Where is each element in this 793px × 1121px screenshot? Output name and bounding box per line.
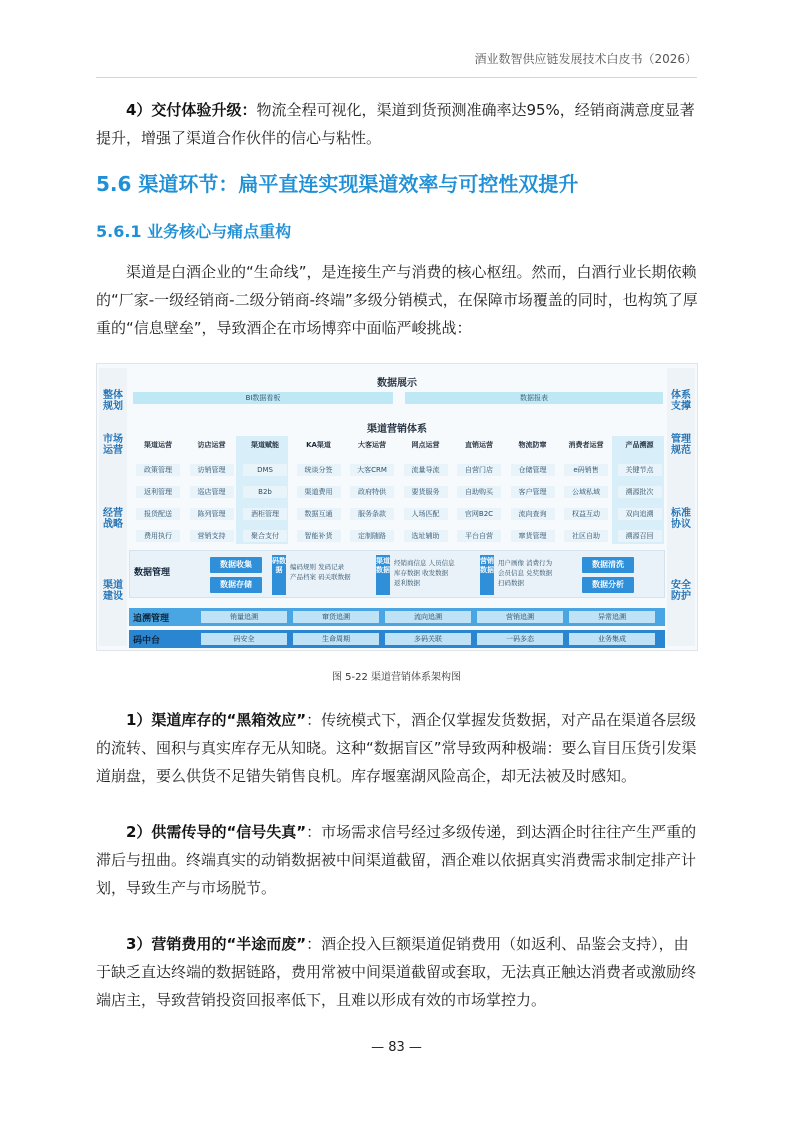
paragraph-delivery: 4）交付体验升级：物流全程可视化，渠道到货预测准确率达95%，经销商满意度显著提升，增强了渠道合作伙伴的信心与粘性。 [96,101,695,147]
left-label: 渠道建设 [103,580,123,602]
marketing-data-tag: 营销数据 [480,555,494,595]
column-cell: 营销支持 [190,530,234,542]
column-cell: 双向追溯 [618,508,662,520]
left-label: 市场运营 [103,434,123,456]
column-cell: 数据互通 [297,508,341,520]
trace-item: 销量追溯 [201,611,287,623]
column-cell: 公域私域 [564,486,608,498]
column-cell: 平台自营 [457,530,501,542]
data-management-label: 数据管理 [134,568,171,578]
column-head: 渠道赋能 [251,441,279,449]
channel-marketing-architecture-figure [96,363,698,651]
column-cell: 政府特供 [350,486,394,498]
column-head: 访店运营 [197,441,226,449]
channel-data-item: 经销商信息 人员信息 [394,559,455,567]
column-cell: 政策管理 [136,464,180,476]
column-cell: 酒柜管理 [243,508,287,520]
right-label: 体系支撑 [671,390,691,412]
code-platform-row [129,630,665,648]
column-cell: B2b [243,486,287,498]
right-label: 管理规范 [671,434,691,456]
column-cell: 陈列管理 [190,508,234,520]
column-head: 消费者运营 [568,441,604,449]
column-head: 直销运营 [465,441,493,449]
column-cell: 返利管理 [136,486,180,498]
data-report: 数据报表 [405,392,663,404]
code-data-item: 编码规则 发码记录 [290,563,345,571]
marketing-data-item: 用户画像 消费行为 [498,559,553,567]
data-collect-button: 数据收集 [210,557,262,573]
column-cell: 社区自助 [564,530,608,542]
column-cell: 自营门店 [457,464,501,476]
point-paragraph [96,930,698,1014]
column-cell: 报货配送 [136,508,180,520]
column-cell: 溯源召回 [618,530,662,542]
paragraph-label: 4）交付体验升级 [126,101,242,119]
column-cell: 费用执行 [136,530,180,542]
code-platform-item: 生命周期 [293,633,379,645]
column-head: 大客运营 [358,441,386,449]
column-cell: DMS [243,464,287,476]
figure-right-sidebar [667,368,695,646]
marketing-system-title: 渠道营销体系 [367,424,427,435]
column-cell: 自助购买 [457,486,501,498]
code-platform-item: 业务集成 [569,633,655,645]
column-head: 渠道运营 [144,441,172,449]
data-store-button: 数据存储 [210,577,262,593]
point-paragraph [96,706,698,790]
column-head: KA渠道 [306,441,331,449]
trace-management-row [129,608,665,626]
point-text: ：传统模式下，酒企仅掌握发货数据，对产品在渠道各层级的流转、囤积与真实库存无从知晓。这种“数据盲区”常导致两种极端：要么盲目压货引发渠道崩盘，要么供货不足错失销售良机。库存堰塞湖风险高企，却无法被及时感知。 [96,711,697,785]
trace-item: 异常追溯 [569,611,655,623]
column-cell: 关键节点 [618,464,662,476]
code-platform-item: 多码关联 [385,633,471,645]
point-text: ：市场需求信号经过多级传递，到达酒企时往往产生严重的滞后与扭曲。终端真实的动销数据被中间渠道截留，酒企难以依据真实消费需求制定排产计划，导致生产与市场脱节。 [96,823,697,897]
point-label: 2）供需传导的“信号失真” [126,823,307,841]
channel-data-item: 库存数据 收发数据 [394,569,449,577]
point-label: 3）营销费用的“半途而废” [126,935,307,953]
column-cell: 溯源批次 [618,486,662,498]
paragraph-text: 物流全程可视化，渠道到货预测准确率达95%，经销商满意度显著提升，增强了渠道合作伙伴的信心与粘性。 [96,101,695,147]
channel-data-tag: 渠道数据 [376,555,390,595]
column-head: 产品溯源 [625,441,654,449]
column-cell: 智能补货 [297,530,341,542]
column-cell: e码销售 [564,464,608,476]
marketing-data-item: 会员信息 兑奖数据 [498,569,553,577]
right-label: 标准协议 [671,508,691,530]
column-cell: 要货服务 [404,486,448,498]
column-cell: 窜货管理 [511,530,555,542]
column-cell: 大客CRM [350,464,394,476]
data-display-title: 数据展示 [377,378,417,389]
trace-item: 流向追溯 [385,611,471,623]
code-platform-label: 码中台 [133,636,161,646]
column-cell: 统谈分签 [297,464,341,476]
code-data-tag: 码数据 [272,555,286,595]
page-number: — 83 — [371,1040,422,1055]
column-head: 物流防窜 [518,441,547,449]
trace-item: 营销追溯 [477,611,563,623]
code-data-item: 产品档案 码关联数据 [290,573,351,581]
column-cell: 定制随路 [350,530,394,542]
figure-left-sidebar [99,368,127,646]
column-cell: 人场匹配 [404,508,448,520]
column-cell: 权益互动 [564,508,608,520]
channel-data-item: 返利数据 [394,579,420,587]
column-cell: 客户管理 [511,486,555,498]
figure-caption: 图 5-22 渠道营销体系架构图 [331,672,462,683]
point-text: ：酒企投入巨额渠道促销费用（如返利、品鉴会支持），由于缺乏直达终端的数据链路，费用常被中间渠道截留或套取，无法真正触达消费者或激励终端店主，导致营销投资回报率低下，且难以形成有效的市场掌控力。 [96,935,697,1009]
code-platform-item: 码安全 [201,633,287,645]
column-cell: 流量导流 [404,464,448,476]
intro-paragraph: 渠道是白酒企业的“生命线”，是连接生产与消费的核心枢纽。然而，白酒行业长期依赖的“厂家-一级经销商-二级分销商-终端”多级分销模式，在保障市场覆盖的同时，也构筑了厚重的“信息壁垒”，导致酒企在市场博弈中面临严峻挑战： [96,263,698,337]
column-cell: 选址辅助 [404,530,448,542]
column-cell: 服务条款 [350,508,394,520]
right-label: 安全防护 [671,580,691,602]
figure-main [129,368,665,646]
column-head: 网点运营 [411,441,440,449]
data-management-block [129,550,665,598]
subsection-heading: 5.6.1 业务核心与痛点重构 [96,222,292,241]
section-heading: 5.6 渠道环节：扁平直连实现渠道效率与可控性双提升 [96,172,579,196]
column-cell: 巡店管理 [190,486,234,498]
column-cell: 官网B2C [457,508,501,520]
code-platform-item: 一码多态 [477,633,563,645]
data-analysis-button: 数据分析 [582,577,634,593]
point-label: 1）渠道库存的“黑箱效应” [126,711,307,729]
header-title: 酒业数智供应链发展技术白皮书（2026） [474,52,697,66]
left-label: 经营战略 [103,508,123,530]
column-cell: 访销管理 [190,464,234,476]
column-cell: 聚合支付 [243,530,287,542]
point-paragraph [96,818,698,902]
bi-dashboard: BI数据看板 [133,392,393,404]
data-clean-button: 数据清洗 [582,557,634,573]
column-cell: 流向查询 [511,508,555,520]
page-header [96,48,697,78]
column-cell: 仓储管理 [511,464,555,476]
trace-management-label: 追溯管理 [133,614,170,624]
column-cell: 渠道费用 [297,486,341,498]
trace-item: 窜货追溯 [293,611,379,623]
left-label: 整体规划 [103,390,123,412]
marketing-data-item: 扫码数据 [498,579,524,587]
